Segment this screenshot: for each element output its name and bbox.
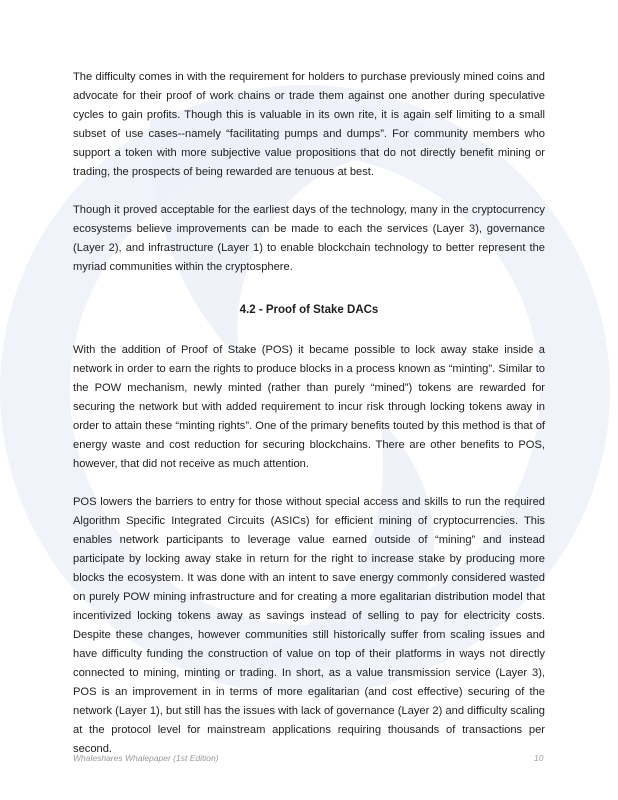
document-body	[73, 68, 545, 759]
paragraph: POS lowers the barriers to entry for those without special access and skills to run the required Algorithm Specific Integrated Circuits (ASICs) for efficient mining of cryptocurrencies. This enables network participants to leverage value earned outside of “mining” and instead participate by locking away stake in return for the right to increase stake by producing more blocks the ecosystem. It was done with an intent to save energy commonly considered wasted on purely POW mining infrastructure and for creating a more egalitarian distribution model that incentivized locking tokens away as savings instead of selling to pay for electricity costs. Despite these changes, however communities still historically suffer from scaling issues and have difficulty funding the construction of value on top of their platforms in ways not directly connected to mining, minting or trading. In short, as a value transmission service (Layer 3), POS is an improvement in in terms of more egalitarian (and cost effective) securing of the network (Layer 1), but still has the issues with lack of governance (Layer 2) and difficulty scaling at the protocol level for mainstream applications requiring thousands of transactions per second.	[73, 496, 545, 755]
paragraph: With the addition of Proof of Stake (POS) it became possible to lock away stake inside a network in order to earn the rights to produce blocks in a process known as “minting”. Similar to the POW mechanism, newly minted (rather than purely “mined”) tokens are rewarded for securing the network but with added requirement to incur risk through locking tokens away in order to attain these “minting rights”. One of the primary benefits touted by this method is that of energy waste and cost reduction for securing blockchains. There are other benefits to POS, however, that did not receive as much attention.	[73, 344, 545, 470]
paragraph: Though it proved acceptable for the earliest days of the technology, many in the cryptocurrency ecosystems believe improvements can be made to each the services (Layer 3), governance (Layer 2), and infrastructure (Layer 1) to enable blockchain technology to better represent the myriad communities within the cryptosphere.	[73, 204, 545, 273]
section-heading: 4.2 - Proof of Stake DACs	[239, 304, 379, 316]
footer-document-title: Whaleshares Whalepaper (1st Edition)	[73, 753, 219, 763]
paragraph: The difficulty comes in with the requirement for holders to purchase previously mined coins and advocate for their proof of work chains or trade them against one another during speculative cycles to gain profits. Though this is valuable in its own rite, it is again self limiting to a small subset of use cases--namely “facilitating pumps and dumps”. For community members who support a token with more subjective value propositions that do not directly benefit mining or trading, the prospects of being rewarded are tenuous at best.	[73, 71, 545, 178]
page-number: 10	[534, 753, 544, 763]
